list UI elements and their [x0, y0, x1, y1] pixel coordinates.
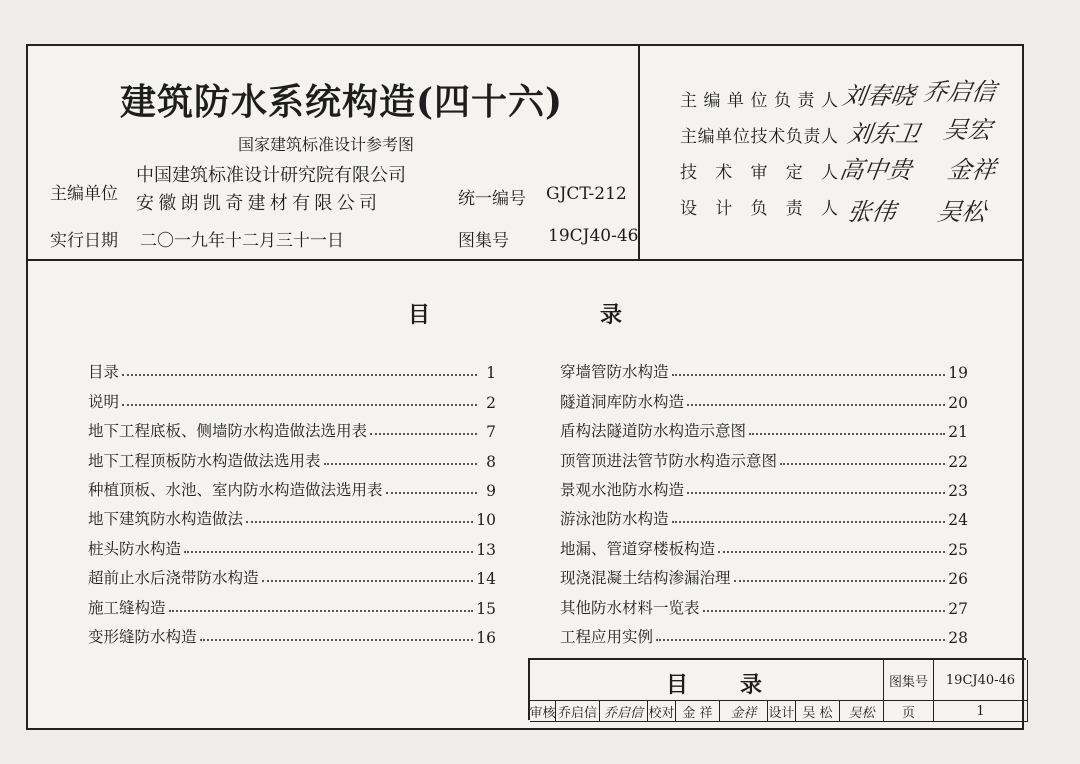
signature: 高中贵: [837, 156, 914, 184]
toc-item[interactable]: 地下建筑防水构造做法 10: [88, 510, 496, 530]
title-block: [528, 658, 1026, 720]
leader-dots: [262, 580, 474, 582]
toc-item[interactable]: 顶管顶进法管节防水构造示意图 22: [560, 451, 968, 471]
leader-dots: [703, 610, 946, 612]
signature: 金祥: [945, 156, 998, 184]
leader-dots: [370, 433, 477, 435]
leader-dots: [780, 463, 945, 465]
signature: 刘东卫: [845, 120, 922, 148]
resp-role: 主编单位负责人: [680, 91, 838, 111]
signature: 乔启信: [921, 78, 998, 106]
toc-title-char-1: 目: [408, 302, 431, 328]
leader-dots: [672, 374, 946, 376]
leader-dots: [687, 492, 945, 494]
page-label: 页: [884, 701, 934, 722]
toc-item[interactable]: 变形缝防水构造 16: [88, 627, 496, 647]
review-name: 乔启信: [556, 701, 600, 722]
atlas-number-label: 图集号: [458, 231, 509, 251]
toc-item[interactable]: 超前止水后浇带防水构造 14: [88, 569, 496, 589]
chief-unit-1: 中国建筑标准设计研究院有限公司: [136, 165, 406, 186]
leader-dots: [169, 610, 474, 612]
toc-item[interactable]: 施工缝构造 15: [88, 598, 496, 618]
toc-item[interactable]: 其他防水材料一览表 27: [560, 598, 968, 618]
resp-row-tech-approver: [680, 158, 838, 183]
leader-dots: [246, 521, 473, 523]
leader-dots: [184, 551, 473, 553]
leader-dots: [687, 404, 945, 406]
header-divider: [28, 259, 1022, 261]
resp-role: 主编单位技术负责人: [680, 127, 838, 147]
toc-item[interactable]: 桩头防水构造 13: [88, 539, 496, 559]
effective-date-label: 实行日期: [50, 231, 118, 251]
leader-dots: [200, 639, 474, 641]
toc-item[interactable]: 地下工程底板、侧墙防水构造做法选用表 7: [88, 422, 496, 442]
leader-dots: [656, 639, 945, 641]
signature: 吴松: [935, 198, 988, 226]
unified-code-label: 统一编号: [458, 189, 526, 209]
resp-role: 设计负责人: [680, 199, 838, 219]
toc-item[interactable]: 穿墙管防水构造 19: [560, 363, 968, 383]
design-label: 设计: [768, 701, 796, 722]
toc-item[interactable]: 种植顶板、水池、室内防水构造做法选用表 9: [88, 480, 496, 500]
check-label: 校对: [648, 701, 676, 722]
toc-item[interactable]: 盾构法隧道防水构造示意图 21: [560, 422, 968, 442]
leader-dots: [386, 492, 477, 494]
toc-item[interactable]: 地下工程顶板防水构造做法选用表 8: [88, 451, 496, 471]
leader-dots: [324, 463, 477, 465]
leader-dots: [672, 521, 946, 523]
toc-item[interactable]: 地漏、管道穿楼板构造 25: [560, 539, 968, 559]
title-block-char-2: 录: [740, 672, 763, 698]
leader-dots: [749, 433, 945, 435]
leader-dots: [718, 551, 945, 553]
toc-item[interactable]: 隧道洞库防水构造 20: [560, 392, 968, 412]
toc-item[interactable]: 游泳池防水构造 24: [560, 510, 968, 530]
atlas-title: 建筑防水系统构造(四十六): [120, 81, 564, 123]
toc-right-column: [560, 353, 968, 647]
unified-code: GJCT-212: [546, 184, 627, 204]
signature: 刘春晓: [840, 82, 917, 110]
effective-date: 二〇一九年十二月三十一日: [140, 231, 344, 251]
design-name: 吴 松: [796, 701, 840, 722]
design-signature: 吴松: [840, 701, 884, 722]
resp-row-chief-unit-head: [680, 86, 838, 111]
page-number: 1: [934, 701, 1028, 722]
chief-unit-label: 主编单位: [50, 184, 118, 204]
leader-dots: [734, 580, 946, 582]
title-block-char-1: 目: [666, 672, 689, 698]
toc-title-char-2: 录: [600, 302, 623, 328]
review-label: 审核: [530, 701, 556, 722]
toc-item[interactable]: 现浇混凝土结构渗漏治理 26: [560, 569, 968, 589]
atlas-no: 19CJ40-46: [934, 660, 1028, 701]
signature: 张伟: [845, 198, 898, 226]
drawing-sheet: [26, 44, 1024, 730]
toc-item[interactable]: 说明 2: [88, 392, 496, 412]
chief-unit-2: 安徽朗凯奇建材有限公司: [136, 193, 382, 214]
toc-left-column: [88, 353, 496, 647]
resp-row-chief-tech-head: [680, 122, 838, 147]
toc-item[interactable]: 景观水池防水构造 23: [560, 480, 968, 500]
leader-dots: [122, 404, 477, 406]
resp-row-design-head: [680, 194, 838, 219]
review-signature: 乔启信: [600, 701, 648, 722]
title-block-title: [530, 660, 884, 701]
check-signature: 金祥: [720, 701, 768, 722]
atlas-number: 19CJ40-46: [548, 226, 639, 246]
leader-dots: [122, 374, 477, 376]
resp-role: 技术审定人: [680, 163, 838, 183]
atlas-no-label: 图集号: [884, 660, 934, 701]
signature: 吴宏: [941, 116, 994, 144]
check-name: 金 祥: [676, 701, 720, 722]
atlas-subtitle: 国家建筑标准设计参考图: [238, 135, 415, 154]
toc-item[interactable]: 工程应用实例 28: [560, 627, 968, 647]
toc-item[interactable]: 目录 1: [88, 363, 496, 383]
